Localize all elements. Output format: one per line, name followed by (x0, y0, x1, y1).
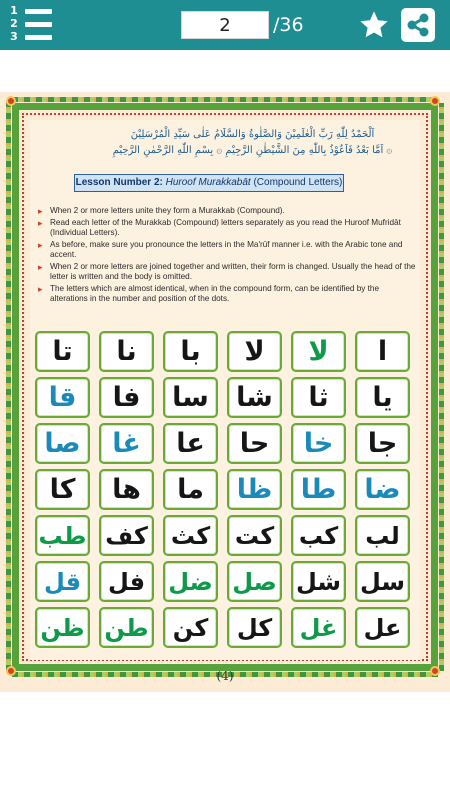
letter-cell[interactable]: تا (35, 331, 90, 372)
letter-cell[interactable]: كث (163, 515, 218, 556)
menu-line (25, 22, 52, 27)
letter-cell[interactable]: ا (355, 331, 410, 372)
menu-number-3: 3 (10, 30, 18, 43)
letter-cell[interactable]: با (163, 331, 218, 372)
page-number-input[interactable] (181, 11, 269, 39)
letter-cell[interactable]: صا (35, 423, 90, 464)
letter-cell[interactable]: خا (291, 423, 346, 464)
letter-cell[interactable]: عل (355, 607, 410, 648)
letter-cell[interactable]: لا (291, 331, 346, 372)
letter-cell[interactable]: كن (163, 607, 218, 648)
arabic-heading-line-1: اَلْحَمْدُ لِلّٰهِ رَبِّ الْعٰلَمِيْنَ وَالصَّلٰوةُ وَالسَّلَامُ عَلٰى سَيِّدِ الْمُرْسَلِيْنَ (130, 129, 375, 140)
letter-cell[interactable]: غل (291, 607, 346, 648)
instruction-item: ▸ Read each letter of the Murakkab (Compound) letters separately as you read the Huroof Mufridāt (Individual Letters). (38, 218, 418, 238)
numbered-list-icon (6, 4, 22, 43)
letter-cell[interactable]: عا (163, 423, 218, 464)
letter-cell[interactable]: شل (291, 561, 346, 602)
corner-ornament (6, 96, 16, 106)
letter-cell[interactable]: كب (291, 515, 346, 556)
letter-cell[interactable]: ثا (291, 377, 346, 418)
letter-cell[interactable]: ضل (163, 561, 218, 602)
star-icon (358, 9, 390, 41)
letter-cell[interactable]: فل (99, 561, 154, 602)
letter-cell[interactable]: كل (227, 607, 282, 648)
letter-cell[interactable]: ضا (355, 469, 410, 510)
menu-line (25, 9, 52, 14)
lesson-title (74, 174, 344, 192)
letter-cell[interactable]: طن (99, 607, 154, 648)
page-number-footer: (4) (216, 669, 234, 683)
instruction-item: ▸ When 2 or more letters unite they form a Murakkab (Compound). (38, 206, 418, 216)
letter-cell[interactable]: سل (355, 561, 410, 602)
floral-border-left (6, 103, 11, 671)
letter-cell[interactable]: ظا (227, 469, 282, 510)
letter-cell[interactable]: نا (99, 331, 154, 372)
letter-cell[interactable]: ظن (35, 607, 90, 648)
arabic-heading-line-2: اَمَّا بَعْدُ فَاَعُوْذُ بِاللّٰهِ مِنَ الشَّيْطٰنِ الرَّجِيْمِ ۞ بِسْمِ اللّٰهِ الرَّحْمٰنِ الرَّحِيْمِ ۞ (112, 145, 393, 156)
letter-cell[interactable]: حا (227, 423, 282, 464)
letter-cell[interactable]: طب (35, 515, 90, 556)
letter-cell[interactable]: طا (291, 469, 346, 510)
letter-cell[interactable]: صل (227, 561, 282, 602)
chapter-list-button[interactable] (6, 4, 52, 46)
letter-cell[interactable]: غا (99, 423, 154, 464)
menu-line (25, 35, 52, 40)
floral-border-right (439, 103, 444, 671)
top-toolbar (0, 0, 450, 50)
favorite-button[interactable] (358, 9, 390, 41)
letter-cell[interactable]: قا (35, 377, 90, 418)
instruction-item: ▸ The letters which are almost identical, when in the compound form, can be identified by the alterations in the number and position of the dots. (38, 284, 418, 304)
lesson-number: Lesson Number 2: (75, 177, 163, 188)
page-total-label: /36 (273, 14, 304, 36)
corner-ornament (430, 96, 440, 106)
lesson-subtitle: (Compound Letters) (253, 177, 343, 188)
letter-cell[interactable]: ها (99, 469, 154, 510)
share-icon (401, 8, 435, 42)
letter-cell[interactable]: فا (99, 377, 154, 418)
instruction-item: ▸ As before, make sure you pronounce the letters in the Ma'rūf manner i.e. with the Arabic tone and accent. (38, 240, 418, 260)
letter-cell[interactable]: قل (35, 561, 90, 602)
letter-cell[interactable]: جا (355, 423, 410, 464)
letter-cell[interactable]: كت (227, 515, 282, 556)
letter-cell[interactable]: كا (35, 469, 90, 510)
letter-cell[interactable]: لا (227, 331, 282, 372)
floral-border-top (12, 97, 438, 102)
instruction-item: ▸ When 2 or more letters are joined together and written, their form is changed. Usually the head of the letter is written and the body is omitted. (38, 262, 418, 282)
menu-number-2: 2 (10, 17, 18, 30)
lesson-name: Huroof Murakkabāt (165, 177, 251, 188)
letter-grid (34, 331, 410, 661)
menu-number-1: 1 (10, 4, 18, 17)
share-button[interactable] (401, 8, 435, 42)
letter-cell[interactable]: يا (355, 377, 410, 418)
letter-cell[interactable]: لب (355, 515, 410, 556)
letter-cell[interactable]: شا (227, 377, 282, 418)
lesson-instructions (38, 206, 418, 306)
letter-cell[interactable]: ما (163, 469, 218, 510)
letter-cell[interactable]: سا (163, 377, 218, 418)
letter-cell[interactable]: كف (99, 515, 154, 556)
